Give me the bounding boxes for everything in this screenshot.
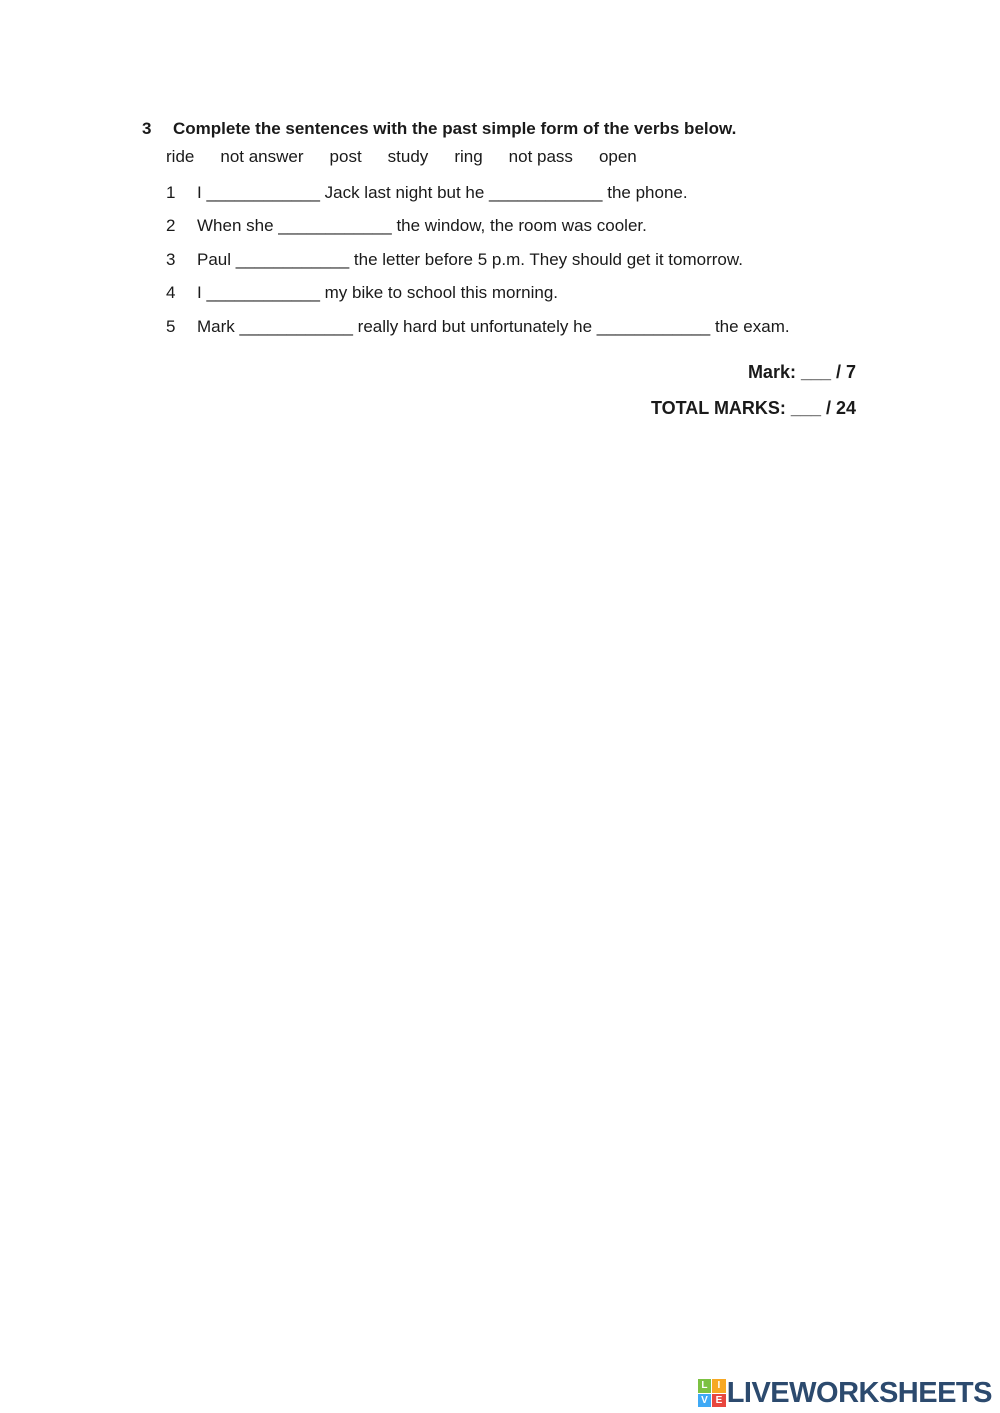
word-bank-item: not pass bbox=[508, 147, 573, 166]
item-text: Mark ____________ really hard but unfortunately he ____________ the exam. bbox=[197, 317, 790, 336]
word-bank bbox=[166, 147, 663, 167]
sentence-item-2 bbox=[166, 216, 647, 236]
item-text: I ____________ my bike to school this morning. bbox=[197, 283, 559, 302]
sentence-item-5 bbox=[166, 317, 790, 337]
item-number: 3 bbox=[166, 250, 176, 269]
word-bank-item: post bbox=[329, 147, 362, 166]
word-bank-item: ride bbox=[166, 147, 195, 166]
logo-tile: L bbox=[698, 1379, 712, 1393]
exercise-heading bbox=[142, 119, 736, 139]
logo-text: LIVEWORKSHEETS bbox=[726, 1376, 992, 1409]
exercise-number: 3 bbox=[142, 119, 152, 138]
item-text: Paul ____________ the letter before 5 p.m. They should get it tomorrow. bbox=[197, 250, 743, 269]
item-text: When she ____________ the window, the room was cooler. bbox=[197, 216, 647, 235]
logo-tile: I bbox=[712, 1379, 726, 1393]
sentence-item-4 bbox=[166, 283, 558, 303]
logo-mark-icon bbox=[698, 1379, 726, 1407]
word-bank-item: study bbox=[387, 147, 429, 166]
word-bank-item: not answer bbox=[220, 147, 304, 166]
item-number: 2 bbox=[166, 216, 176, 235]
sentence-item-3 bbox=[166, 250, 743, 270]
logo-tile: V bbox=[698, 1394, 712, 1408]
item-number: 1 bbox=[166, 183, 176, 202]
logo-tile: E bbox=[712, 1394, 726, 1408]
liveworksheets-logo[interactable] bbox=[698, 1376, 992, 1410]
exercise-instruction: Complete the sentences with the past simple form of the verbs below. bbox=[173, 119, 737, 138]
item-number: 5 bbox=[166, 317, 176, 336]
item-text: I ____________ Jack last night but he ____________ the phone. bbox=[197, 183, 688, 202]
word-bank-item: open bbox=[598, 147, 637, 166]
sentence-item-1 bbox=[166, 183, 688, 203]
section-mark: Mark: ___ / 7 bbox=[747, 362, 856, 382]
total-marks: TOTAL MARKS: ___ / 24 bbox=[650, 398, 856, 418]
word-bank-item: ring bbox=[454, 147, 483, 166]
item-number: 4 bbox=[166, 283, 176, 302]
